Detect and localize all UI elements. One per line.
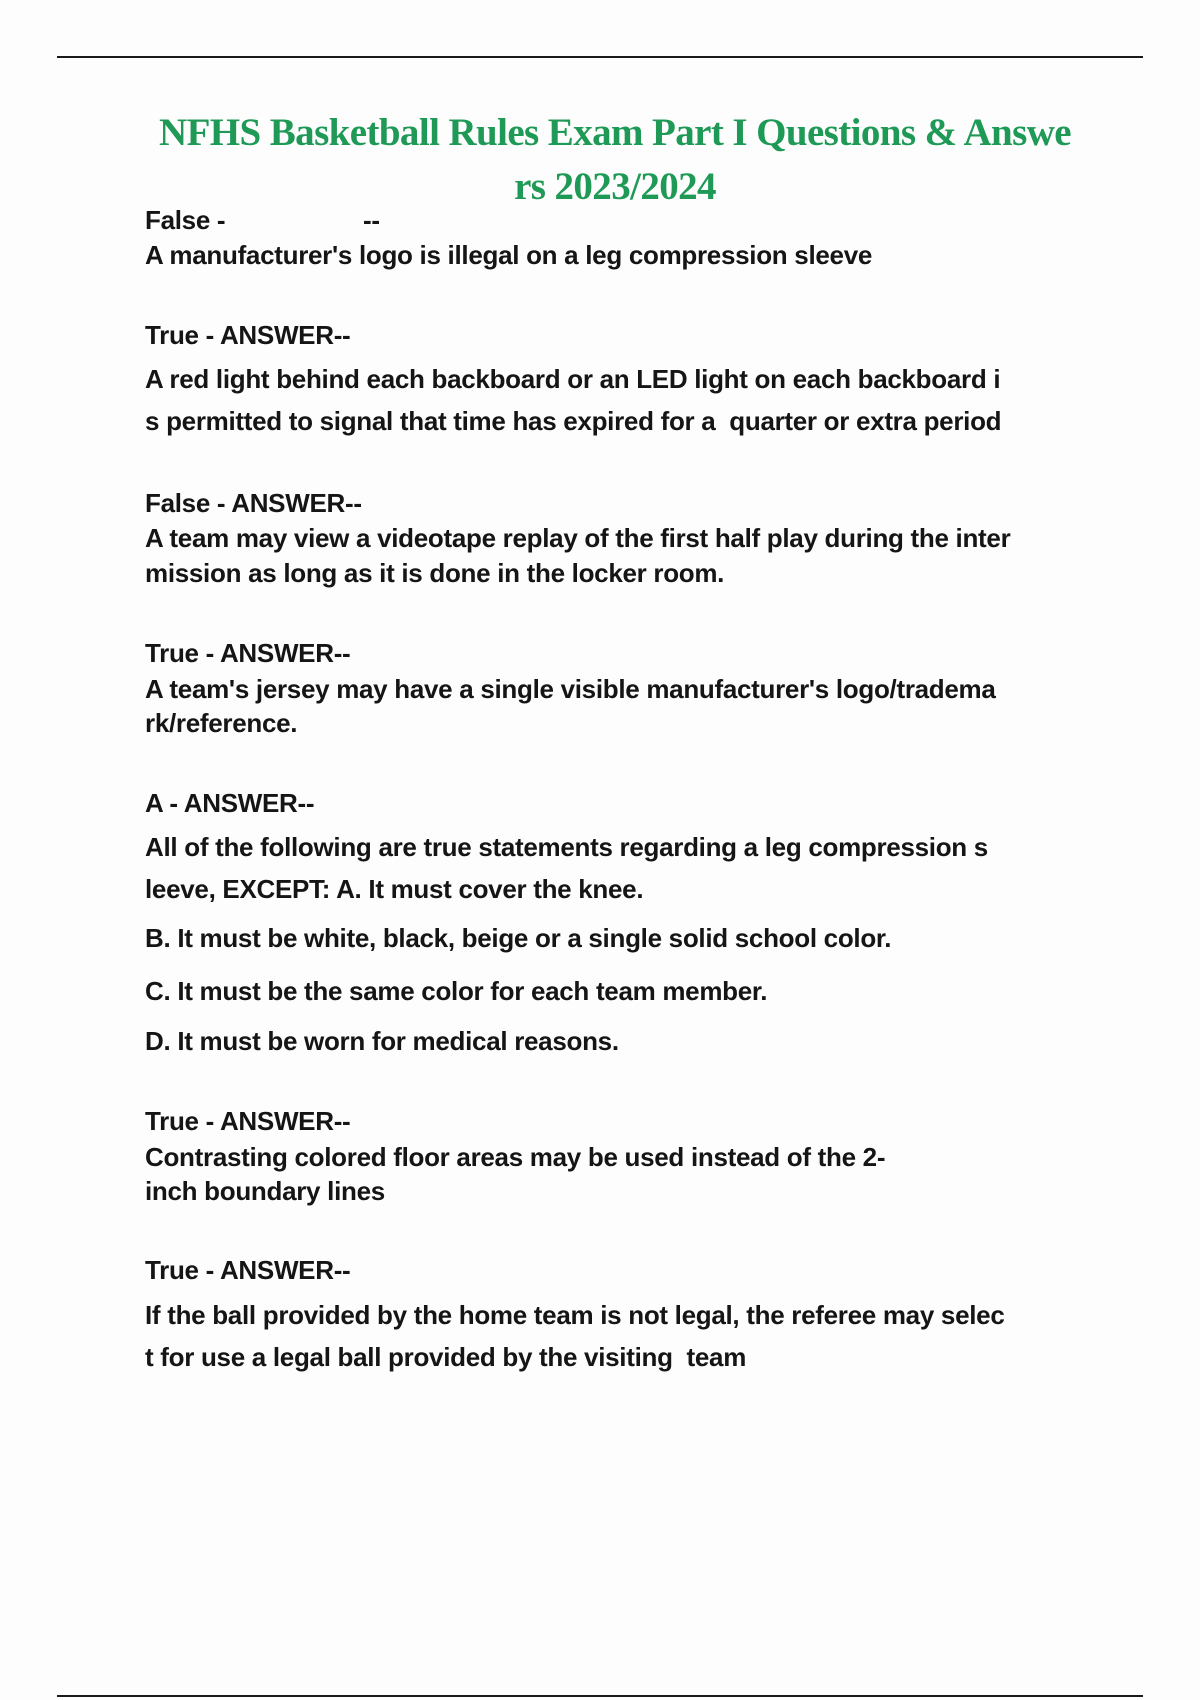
answer-label: A - ANSWER-- <box>145 788 315 818</box>
question-text: A red light behind each backboard or an LED light on each backboard i <box>145 364 1001 394</box>
question-text: mission as long as it is done in the locker room. <box>145 558 725 588</box>
question-text: A team's jersey may have a single visible manufacturer's logo/tradema <box>145 674 996 704</box>
top-rule <box>57 56 1143 58</box>
question-text: A manufacturer's logo is illegal on a leg compression sleeve <box>145 240 873 270</box>
option-text: B. It must be white, black, beige or a single solid school color. <box>145 923 892 953</box>
bottom-rule <box>57 1695 1143 1697</box>
question-text: inch boundary lines <box>145 1176 385 1206</box>
question-text: All of the following are true statements regarding a leg compression s <box>145 832 988 862</box>
answer-label: False - -- <box>145 205 380 235</box>
answer-label: True - ANSWER-- <box>145 1255 351 1285</box>
title-line-2: rs 2023/2024 <box>514 165 716 209</box>
answer-label: True - ANSWER-- <box>145 638 351 668</box>
option-text: C. It must be the same color for each team member. <box>145 976 768 1006</box>
answer-label: True - ANSWER-- <box>145 1106 351 1136</box>
answer-label: True - ANSWER-- <box>145 320 351 350</box>
option-text: D. It must be worn for medical reasons. <box>145 1026 619 1056</box>
question-text: Contrasting colored floor areas may be used instead of the 2- <box>145 1142 886 1172</box>
question-text: leeve, EXCEPT: A. It must cover the knee. <box>145 874 644 904</box>
question-text: t for use a legal ball provided by the visiting team <box>145 1342 747 1372</box>
question-text: A team may view a videotape replay of the first half play during the inter <box>145 523 1011 553</box>
title-line-1: NFHS Basketball Rules Exam Part I Questions & Answe <box>159 111 1071 155</box>
question-text: rk/reference. <box>145 708 298 738</box>
answer-label: False - ANSWER-- <box>145 488 362 518</box>
question-text: If the ball provided by the home team is not legal, the referee may selec <box>145 1300 1005 1330</box>
question-text: s permitted to signal that time has expired for a quarter or extra period <box>145 406 1002 436</box>
document-title <box>140 106 1090 214</box>
